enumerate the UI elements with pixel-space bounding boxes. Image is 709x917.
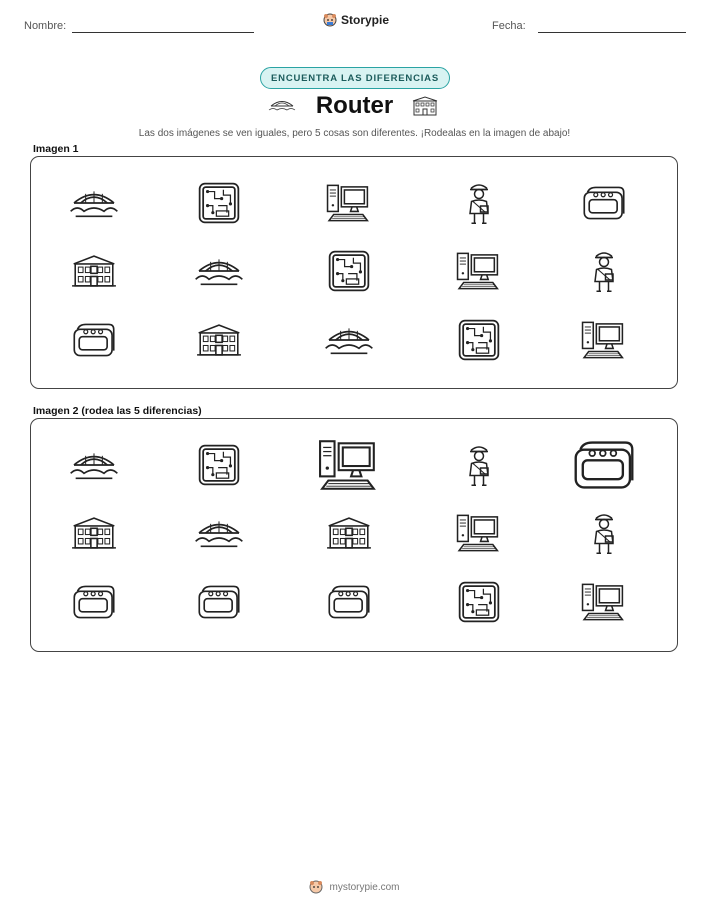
circuit-board-icon [457,318,501,362]
router-box-icon [581,184,627,222]
building-icon[interactable] [325,515,373,551]
section2-label: Imagen 2 (rodea las 5 diferencias) [33,405,202,417]
circuit-board-icon[interactable] [197,443,241,487]
bridge-icon [194,254,244,288]
mail-carrier-icon [589,248,619,294]
computer-icon [581,320,627,360]
bridge-icon[interactable] [69,448,119,482]
mail-carrier-icon [464,180,494,226]
building-icon [412,96,438,116]
section1-label: Imagen 1 [33,143,79,155]
mascot-icon [323,13,337,27]
building-icon [195,322,243,358]
computer-icon[interactable] [318,434,380,496]
name-line[interactable] [72,32,254,33]
circuit-board-icon [197,181,241,225]
image2-panel[interactable] [30,418,678,652]
mail-carrier-icon[interactable] [464,442,494,488]
instructions: Las dos imágenes se ven iguales, pero 5 cosas son diferentes. ¡Rodealas en la imagen de abajo! [138,128,571,139]
router-box-icon[interactable] [196,583,242,621]
bridge-icon [69,186,119,220]
bridge-icon [324,323,374,357]
computer-icon[interactable] [456,513,502,553]
date-line[interactable] [538,32,686,33]
bridge-icon [268,98,296,112]
computer-icon[interactable] [581,582,627,622]
bridge-icon[interactable] [194,516,244,550]
brand-name: Storypie [341,13,390,27]
storypie-logo [323,13,389,27]
router-box-icon [71,321,117,359]
router-box-icon[interactable] [326,583,372,621]
router-box-icon[interactable] [571,437,637,493]
footer [0,880,709,894]
image1-panel [30,156,678,389]
date-label: Fecha: [492,20,526,32]
worksheet-type-badge: ENCUENTRA LAS DIFERENCIAS [260,67,450,89]
page-title: Router [315,92,394,119]
router-box-icon[interactable] [71,583,117,621]
circuit-board-icon [327,249,371,293]
circuit-board-icon[interactable] [457,580,501,624]
mail-carrier-icon[interactable] [589,510,619,556]
building-icon [70,253,118,289]
computer-icon [456,251,502,291]
name-label: Nombre: [24,20,67,32]
computer-icon [326,183,372,223]
mascot-icon [309,880,323,894]
footer-site: mystorypie.com [329,881,400,893]
building-icon[interactable] [70,515,118,551]
